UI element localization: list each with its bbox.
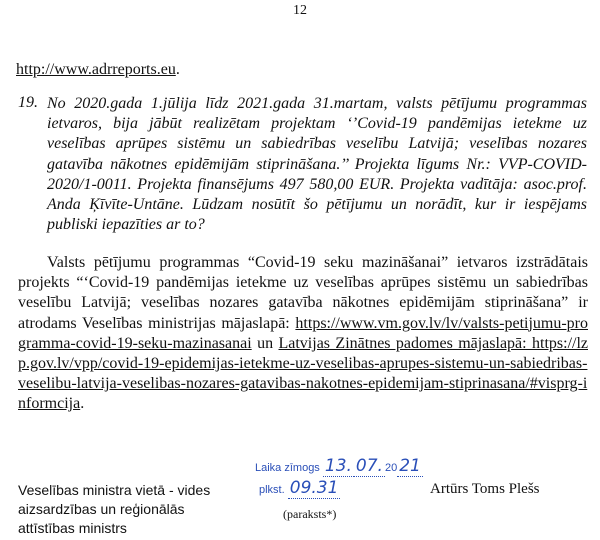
- time-stamp: [255, 452, 445, 502]
- position-line: attīstības ministrs: [18, 520, 127, 536]
- answer-text-2: un: [251, 334, 279, 352]
- stamp-time-value: 09.31: [289, 478, 339, 498]
- stamp-year-prefix: 20: [384, 462, 398, 474]
- lzp-gov-link[interactable]: Latvijas Zinātnes padomes mājaslapā: https://lzp.gov.lv/vpp/covid-19-epidemijas-ietekme-uz-veselibas-aprupes-sistemu-un-sabiedribas-veselibu-latvija-veselibas-nozares-gatavibas-nakotnes-epidemijam-stiprinasana/#visprg-informcija: [18, 334, 588, 413]
- position-line: Veselības ministra vietā - vides: [18, 482, 211, 498]
- stamp-month: 07.: [355, 456, 383, 476]
- signatory-name: Artūrs Toms Plešs: [430, 481, 540, 497]
- answer-text-1: Valsts pētījumu programmas “Covid-19 seku mazināšanai” ietvaros izstrādātais projekts “‘Covid-19 pandēmijas ietekme uz veselības aprūpes sistēmu un sabiedrības veselību Latvijā; veselības nozares gatavība nākotnes epidēmijām stiprināšana” ir atrodams Veselības ministrijas mājaslapā:: [18, 254, 588, 332]
- stamp-day: 13.: [324, 456, 352, 476]
- stamp-time-label-2: plkst.: [259, 484, 285, 496]
- answer-paragraph: [18, 253, 588, 415]
- url-line-suffix: .: [175, 61, 180, 78]
- stamp-year: 21: [399, 456, 421, 476]
- answer-text-3: .: [80, 395, 85, 413]
- url-line: [16, 61, 180, 79]
- stamp-time-label: Laika zīmogs: [255, 462, 320, 474]
- page-number: 12: [293, 3, 307, 18]
- question-text: No 2020.gada 1.jūlija līdz 2021.gada 31.martam, valsts pētījumu programmas ietvaros, bija jābūt realizētam projektam ‘’Covid-19 pandēmijas ietekme uz veselības aprūpes sistēmu un sabiedrības veselību Latvijā; veselības nozares gatavība nākotnes epidēmijām stiprināšana.’’ Projekta līgums Nr.: VVP-COVID-2020/1-0011. Projekta finansējums 497 580,00 EUR. Projekta vadītāja: asoc.prof. Anda Ķīvīte-Untāne. Lūdzam nosūtīt šo pētījumu un norādīt, kur ir iespējams publiski iepazīties ar to?: [47, 95, 587, 234]
- signature-placeholder: (paraksts*): [283, 507, 337, 521]
- position-line: aizsardzības un reģionālās: [18, 501, 185, 517]
- adrreports-link[interactable]: http://www.adrreports.eu: [16, 61, 176, 78]
- vm-gov-link[interactable]: https://www.vm.gov.lv/lv/valsts-petijumu-programma-covid-19-seku-mazinasanai: [18, 314, 588, 352]
- question-number: 19.: [18, 94, 38, 111]
- signatory-position: [18, 481, 268, 538]
